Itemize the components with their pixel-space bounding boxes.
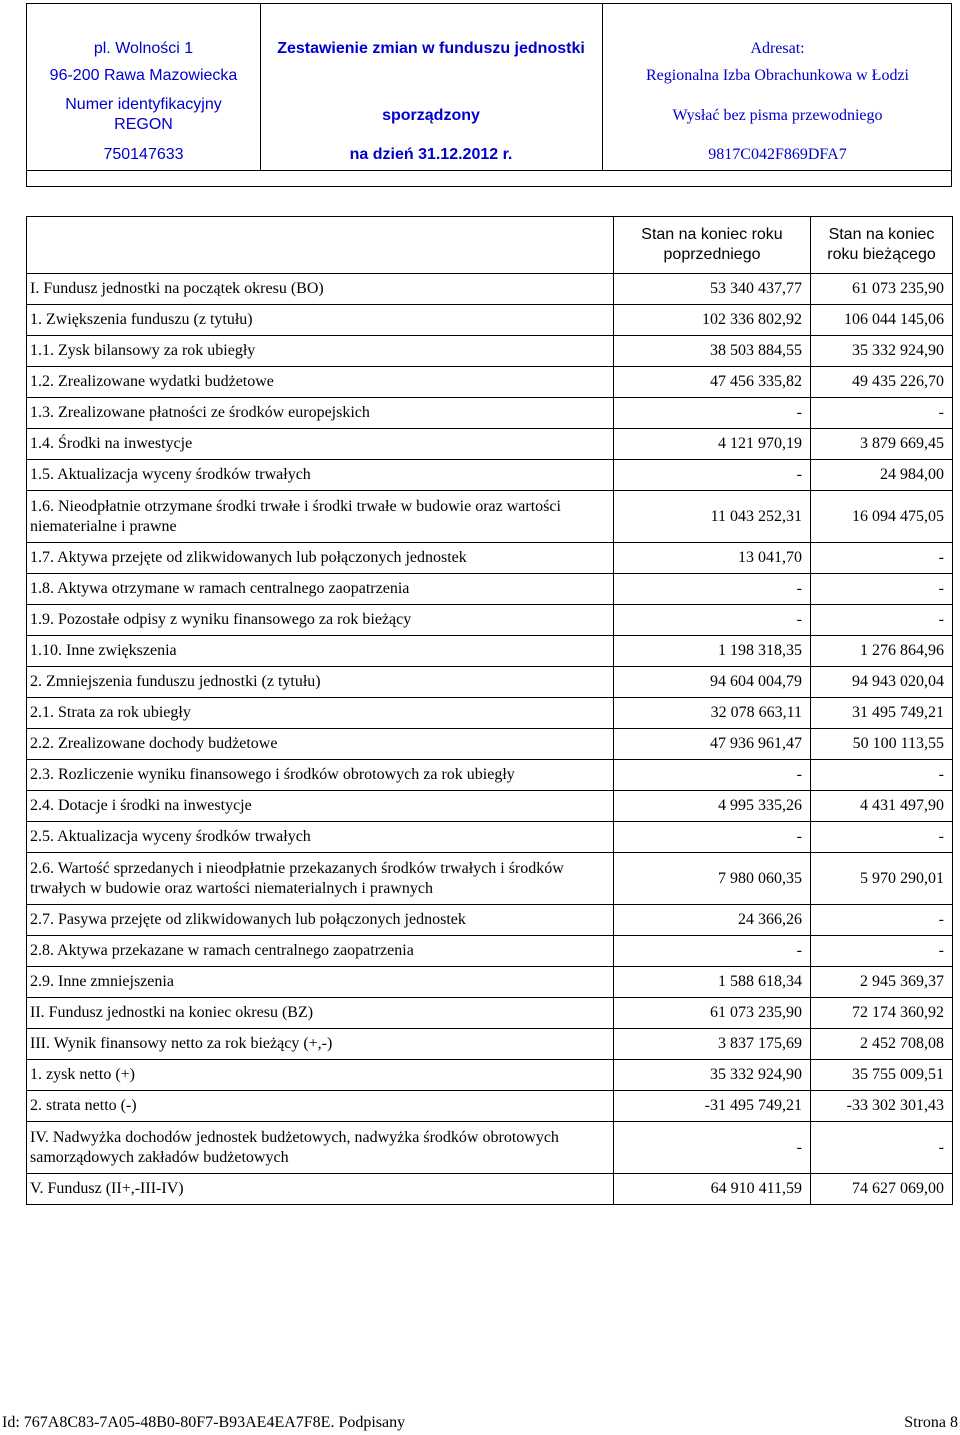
row-label: II. Fundusz jednostki na koniec okresu (BZ) [27,998,614,1029]
column-header-previous-year: Stan na koniec roku poprzedniego [614,217,811,274]
value-current: 31 495 749,21 [811,698,953,729]
address-line1: pl. Wolności 1 [93,40,194,57]
document-header [26,3,952,187]
value-previous: - [614,605,811,636]
send-note: Wysłać bez pisma przewodniego [672,107,883,124]
table-row [27,760,953,791]
table-header-row [27,217,953,274]
value-previous: 11 043 252,31 [614,491,811,543]
row-label: 2.1. Strata za rok ubiegły [27,698,614,729]
value-current: -33 302 301,43 [811,1091,953,1122]
regon-number: 750147633 [103,146,184,163]
address-line2: 96-200 Rawa Mazowiecka [49,67,238,84]
value-previous: - [614,398,811,429]
value-previous: - [614,574,811,605]
value-previous: 3 837 175,69 [614,1029,811,1060]
value-current: 61 073 235,90 [811,274,953,305]
table-row [27,605,953,636]
row-label: 2.8. Aktywa przekazane w ramach centralnego zaopatrzenia [27,936,614,967]
value-current: 2 945 369,37 [811,967,953,998]
value-previous: - [614,822,811,853]
value-current: - [811,574,953,605]
value-current: 16 094 475,05 [811,491,953,543]
drawn-up-label: sporządzony [382,107,480,124]
value-previous: 94 604 004,79 [614,667,811,698]
table-row [27,336,953,367]
table-row [27,305,953,336]
row-label: 2.3. Rozliczenie wyniku finansowego i środków obrotowych za rok ubiegły [27,760,614,791]
regon-label: REGON [114,116,173,133]
table-row [27,698,953,729]
row-label: 1.5. Aktualizacja wyceny środków trwałych [27,460,614,491]
row-label: 2.6. Wartość sprzedanych i nieodpłatnie przekazanych środków trwałych i środków trwałych w budowie oraz wartości niematerialnych i prawnych [27,853,614,905]
value-current: 4 431 497,90 [811,791,953,822]
row-label: 2. strata netto (-) [27,1091,614,1122]
table-row [27,1091,953,1122]
value-current: - [811,822,953,853]
value-previous: 1 198 318,35 [614,636,811,667]
signature-id: Id: 767A8C83-7A05-48B0-80F7-B93AE4EA7F8E. Podpisany [2,1414,406,1431]
table-row [27,367,953,398]
row-label: 1.2. Zrealizowane wydatki budżetowe [27,367,614,398]
value-previous: 4 995 335,26 [614,791,811,822]
value-current: 49 435 226,70 [811,367,953,398]
value-current: - [811,936,953,967]
table-row [27,998,953,1029]
value-previous: 24 366,26 [614,905,811,936]
value-previous: 64 910 411,59 [614,1174,811,1205]
row-label: 2. Zmniejszenia funduszu jednostki (z tytułu) [27,667,614,698]
table-row [27,543,953,574]
row-label: III. Wynik finansowy netto za rok bieżący (+,-) [27,1029,614,1060]
value-previous: 61 073 235,90 [614,998,811,1029]
table-row [27,429,953,460]
row-label: 1.6. Nieodpłatnie otrzymane środki trwałe i środki trwałe w budowie oraz wartości niematerialne i prawne [27,491,614,543]
table-row [27,791,953,822]
value-previous: - [614,760,811,791]
row-label: IV. Nadwyżka dochodów jednostek budżetowych, nadwyżka środków obrotowych samorządowych zakładów budżetowych [27,1122,614,1174]
table-row [27,398,953,429]
value-previous: -31 495 749,21 [614,1091,811,1122]
value-previous: 32 078 663,11 [614,698,811,729]
row-label: 1.3. Zrealizowane płatności ze środków europejskich [27,398,614,429]
table-row [27,853,953,905]
table-row [27,1122,953,1174]
row-label: 1.7. Aktywa przejęte od zlikwidowanych lub połączonych jednostek [27,543,614,574]
value-current: 35 332 924,90 [811,336,953,367]
fund-changes-table [26,216,953,1205]
row-label: 1.4. Środki na inwestycje [27,429,614,460]
column-header-current-year: Stan na koniec roku bieżącego [811,217,953,274]
table-row [27,936,953,967]
header-divider [27,170,951,171]
row-label: 1. Zwiększenia funduszu (z tytułu) [27,305,614,336]
table-row [27,1174,953,1205]
value-current: 1 276 864,96 [811,636,953,667]
value-previous: 35 332 924,90 [614,1060,811,1091]
value-current: 3 879 669,45 [811,429,953,460]
table-row [27,460,953,491]
row-label: 1.1. Zysk bilansowy za rok ubiegły [27,336,614,367]
value-previous: - [614,1122,811,1174]
value-current: - [811,543,953,574]
value-previous: 47 936 961,47 [614,729,811,760]
value-current: 50 100 113,55 [811,729,953,760]
value-current: 24 984,00 [811,460,953,491]
value-previous: 4 121 970,19 [614,429,811,460]
table-row [27,905,953,936]
table-row [27,729,953,760]
value-current: - [811,760,953,791]
row-label: 1. zysk netto (+) [27,1060,614,1091]
document-date: na dzień 31.12.2012 r. [349,146,513,163]
value-current: - [811,1122,953,1174]
row-label: 1.10. Inne zwiększenia [27,636,614,667]
value-current: 35 755 009,51 [811,1060,953,1091]
value-previous: - [614,936,811,967]
value-previous: 7 980 060,35 [614,853,811,905]
value-previous: 53 340 437,77 [614,274,811,305]
addressee: Regionalna Izba Obrachunkowa w Łodzi [645,67,909,84]
row-label: I. Fundusz jednostki na początek okresu (BO) [27,274,614,305]
row-label: 2.7. Pasywa przejęte od zlikwidowanych lub połączonych jednostek [27,905,614,936]
table-row [27,574,953,605]
page-number: Strona 8 [904,1414,958,1431]
value-current: 74 627 069,00 [811,1174,953,1205]
value-current: 5 970 290,01 [811,853,953,905]
value-current: - [811,905,953,936]
table-row [27,667,953,698]
document-code: 9817C042F869DFA7 [708,146,847,163]
table-row [27,1029,953,1060]
row-label: 2.5. Aktualizacja wyceny środków trwałych [27,822,614,853]
row-label: 1.8. Aktywa otrzymane w ramach centralnego zaopatrzenia [27,574,614,605]
row-label: 2.9. Inne zmniejszenia [27,967,614,998]
value-current: - [811,398,953,429]
row-label: V. Fundusz (II+,-III-IV) [27,1174,614,1205]
table-row [27,491,953,543]
table-row [27,636,953,667]
header-blank-cell [27,217,614,274]
value-previous: 1 588 618,34 [614,967,811,998]
value-current: 2 452 708,08 [811,1029,953,1060]
value-current: 72 174 360,92 [811,998,953,1029]
document-title: Zestawienie zmian w funduszu jednostki [277,40,585,57]
table-row [27,967,953,998]
value-current: 94 943 020,04 [811,667,953,698]
value-current: 106 044 145,06 [811,305,953,336]
row-label: 2.2. Zrealizowane dochody budżetowe [27,729,614,760]
addressee-label: Adresat: [750,40,805,57]
table-row [27,1060,953,1091]
id-label: Numer identyfikacyjny [65,96,222,113]
table-row [27,274,953,305]
value-previous: 47 456 335,82 [614,367,811,398]
value-previous: 13 041,70 [614,543,811,574]
row-label: 2.4. Dotacje i środki na inwestycje [27,791,614,822]
row-label: 1.9. Pozostałe odpisy z wyniku finansowego za rok bieżący [27,605,614,636]
table-row [27,822,953,853]
value-previous: 102 336 802,92 [614,305,811,336]
value-current: - [811,605,953,636]
value-previous: 38 503 884,55 [614,336,811,367]
value-previous: - [614,460,811,491]
